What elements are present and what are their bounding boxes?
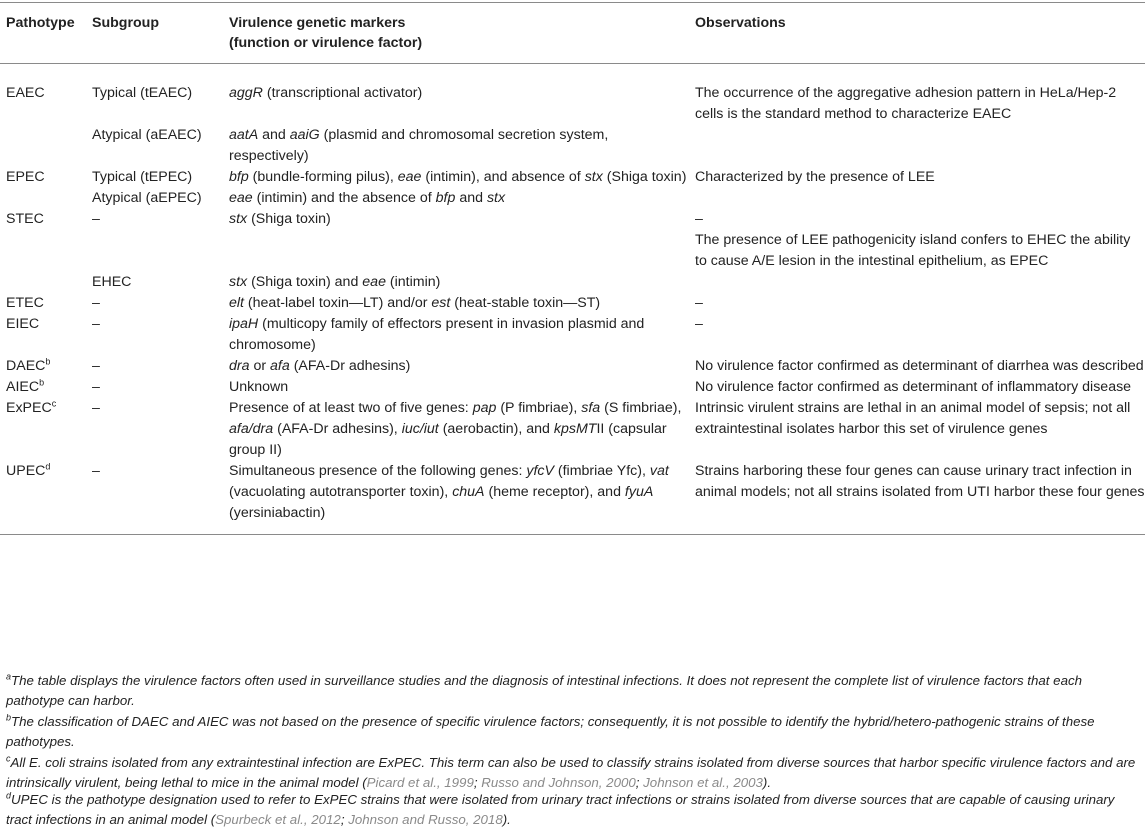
header-pathotype: Pathotype	[6, 15, 75, 31]
reference-link[interactable]: Picard et al., 1999	[366, 775, 474, 790]
cell-markers: dra or afa (AFA-Dr adhesins)	[229, 358, 411, 374]
cell-pathotype: EIEC	[6, 316, 40, 332]
cell-subgroup: –	[92, 400, 100, 416]
table-row	[0, 398, 1145, 461]
cell-markers: bfp (bundle-forming pilus), eae (intimin), and absence of stx (Shiga toxin)	[229, 169, 687, 185]
cell-markers: stx (Shiga toxin)	[229, 211, 331, 227]
cell-subgroup: –	[92, 295, 100, 311]
cell-pathotype: EAEC	[6, 85, 45, 101]
cell-observations: The presence of LEE pathogenicity island confers to EHEC the ability to cause A/E lesion in the intestinal epithelium, as EPEC	[695, 232, 1131, 269]
reference-link[interactable]: Russo and Johnson, 2000	[481, 775, 636, 790]
cell-pathotype: STEC	[6, 211, 44, 227]
virulence-table	[0, 2, 1145, 535]
table-row	[0, 230, 1145, 272]
cell-subgroup: –	[92, 211, 100, 227]
header-subgroup: Subgroup	[92, 15, 159, 31]
reference-link[interactable]: Johnson et al., 2003	[643, 775, 763, 790]
header-row	[0, 3, 1145, 64]
table-row	[0, 461, 1145, 535]
cell-subgroup: –	[92, 358, 100, 374]
cell-pathotype: DAEC$^b$	[6, 356, 51, 374]
cell-observations: Intrinsic virulent strains are lethal in an animal model of sepsis; not all extraintestinal isolates harbor this set of virulence genes	[695, 400, 1131, 437]
table-row	[0, 125, 1145, 167]
cell-subgroup: –	[92, 379, 100, 395]
cell-observations: The occurrence of the aggregative adhesion pattern in HeLa/Hep-2 cells is the standard method to characterize EAEC	[695, 85, 1117, 122]
cell-markers: Presence of at least two of five genes: pap (P fimbriae), sfa (S fimbriae), afa/dra (AFA-Dr adhesins), iuc/iut (aerobactin), and kpsMTII (capsular group II)	[229, 400, 682, 458]
table-row	[0, 356, 1145, 377]
table-row	[0, 64, 1145, 126]
cell-observations: –	[695, 316, 703, 332]
reference-link[interactable]: Johnson and Russo, 2018	[348, 812, 503, 827]
cell-observations: –	[695, 211, 703, 227]
cell-subgroup: –	[92, 463, 100, 479]
cell-subgroup: –	[92, 316, 100, 332]
cell-markers: ipaH (multicopy family of effectors present in invasion plasmid and chromosome)	[229, 316, 645, 353]
table-row	[0, 209, 1145, 230]
footnote-a: $^a$The table displays the virulence factors often used in surveillance studies and the diagnosis of intestinal infections. It does not represent the complete list of virulence factors that each pathotype can harbor.	[6, 671, 1083, 708]
cell-pathotype: EPEC	[6, 169, 45, 185]
cell-observations: –	[695, 295, 703, 311]
footnote-d: $^d$UPEC is the pathotype designation used to refer to ExPEC strains that were isolated from urinary tract infections or strains isolated from diverse sources that are capable of causing urinary tract infections in an animal model (Spurbeck et al., 2012; Johnson and Russo, 2018).	[6, 790, 1115, 827]
cell-subgroup: Typical (tEPEC)	[92, 169, 193, 185]
cell-markers: Unknown	[229, 379, 289, 395]
header-observations: Observations	[695, 15, 786, 31]
table-row	[0, 167, 1145, 188]
cell-observations: Strains harboring these four genes can cause urinary tract infection in animal models; not all strains isolated from UTI harbor these four genes	[695, 463, 1145, 500]
table-row	[0, 272, 1145, 293]
cell-markers: stx (Shiga toxin) and eae (intimin)	[229, 274, 441, 290]
cell-markers: Simultaneous presence of the following genes: yfcV (fimbriae Yfc), vat (vacuolating autotransporter toxin), chuA (heme receptor), and fyuA (yersiniabactin)	[229, 463, 669, 521]
cell-pathotype: AIEC$^b$	[6, 377, 45, 395]
table-row	[0, 293, 1145, 314]
footnote-c: $^c$All E. coli strains isolated from any extraintestinal infection are ExPEC. This term can also be used to classify strains isolated from diverse sources that harbor specific virulence factors and are intrinsically virulent, being lethal to mice in the animal model (Picard et al., 1999; Russo and Johnson, 2000; Johnson et al., 2003).	[6, 753, 1136, 790]
table-row	[0, 377, 1145, 398]
reference-link[interactable]: Spurbeck et al., 2012	[215, 812, 341, 827]
cell-markers: aggR (transcriptional activator)	[229, 85, 423, 101]
cell-pathotype: ETEC	[6, 295, 44, 311]
cell-observations: No virulence factor confirmed as determinant of inflammatory disease	[695, 379, 1132, 395]
cell-markers: eae (intimin) and the absence of bfp and stx	[229, 190, 506, 206]
table-row	[0, 314, 1145, 356]
cell-markers: elt (heat-label toxin—LT) and/or est (heat-stable toxin—ST)	[229, 295, 601, 311]
cell-subgroup: Typical (tEAEC)	[92, 85, 193, 101]
cell-observations: No virulence factor confirmed as determinant of diarrhea was described	[695, 358, 1144, 374]
header-markers: Virulence genetic markers (function or virulence factor)	[229, 15, 423, 51]
table-row	[0, 188, 1145, 209]
footnote-b: $^b$The classification of DAEC and AIEC was not based on the presence of specific virulence factors; consequently, it is not possible to identify the hybrid/hetero-pathogenic strains of these pathotypes.	[6, 712, 1095, 749]
cell-markers: aatA and aaiG (plasmid and chromosomal secretion system, respectively)	[229, 127, 609, 164]
cell-subgroup: EHEC	[92, 274, 132, 290]
cell-pathotype: UPEC$^d$	[6, 461, 51, 479]
cell-subgroup: Atypical (aEPEC)	[92, 190, 202, 206]
cell-observations: Characterized by the presence of LEE	[695, 169, 935, 185]
cell-pathotype: ExPEC$^c$	[6, 398, 57, 416]
cell-subgroup: Atypical (aEAEC)	[92, 127, 202, 143]
